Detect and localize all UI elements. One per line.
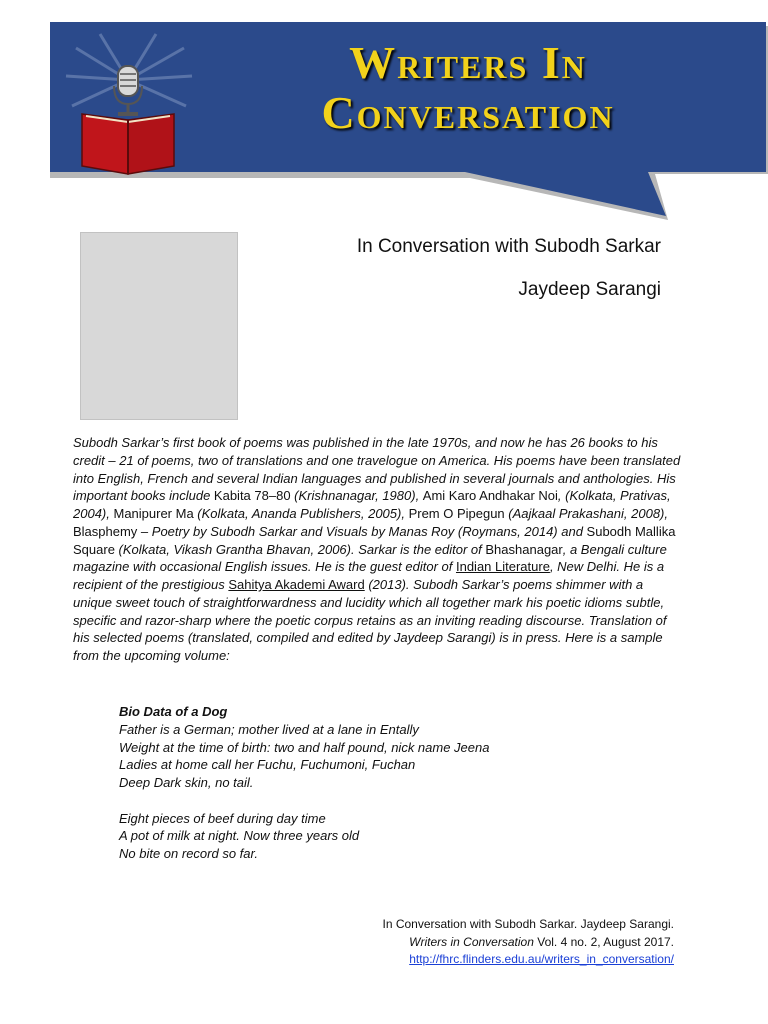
banner-title-line1: Writers In (349, 37, 587, 88)
book-title: Ami Karo Andhakar Noi (422, 488, 558, 504)
bio-paragraph (73, 434, 683, 665)
bio-text: Poetry by Subodh Sarkar and Visuals by Manas Roy (Roymans, 2014) and (148, 523, 587, 539)
bio-text: Subodh Sarkar’s first book of poems was published in the late 1970s, and now he has 26 books to his credit – 21 of poems, two of translations and one travelogue on America. His poems have been translated into English, French and several Indian languages and published in several journals and anthologies. His important books include (73, 435, 681, 504)
article-author: Jaydeep Sarangi (518, 279, 661, 300)
bio-text: , a Bengali culture magazine with occasional English issues. He is the guest editor of (73, 541, 667, 575)
journal-issue: Vol. 4 no. 2, August 2017. (533, 934, 674, 949)
book-title: Subodh Mallika Square (73, 523, 676, 557)
poem-line: No bite on record so far. (119, 846, 258, 861)
indian-literature-link[interactable]: Indian Literature (455, 559, 550, 575)
book-title: Kabita 78–80 (213, 488, 291, 504)
citation-footer (382, 916, 674, 969)
banner-title (258, 38, 678, 138)
banner-title-line2: Conversation (321, 87, 615, 138)
journal-url-link[interactable]: http://fhrc.flinders.edu.au/writers_in_conversation/ (409, 952, 674, 966)
bio-text: , (Kolkata, Prativas, 2004), (73, 488, 671, 521)
author-photo (80, 232, 238, 420)
sahitya-akademi-link[interactable]: Sahitya Akademi Award (228, 577, 365, 592)
stanza-break (119, 792, 679, 810)
magazine-title: Bhashanagar (485, 541, 563, 557)
journal-name: Writers in Conversation (409, 934, 534, 949)
poem-line: Weight at the time of birth: two and half pound, nick name Jeena (119, 739, 490, 755)
bio-text: (2013). Subodh Sarkar’s poems shimmer with a unique sweet touch of straightforwardness and lucidity which all together mark his poetic idioms subtle, specific and razor-sharp where the poetic corpus retains as an inviting reading discourse. Translation of his selected poems (translated, compiled and edited by Jaydeep Sarangi) is in press. Here is a sample from the upcoming volume: (73, 577, 667, 663)
poem-line: Deep Dark skin, no tail. (119, 775, 254, 790)
article-title: In Conversation with Subodh Sarkar (356, 236, 661, 257)
bio-text: (Aajkaal Prakashani, 2008), (504, 506, 668, 521)
poem (119, 703, 679, 863)
bio-text: (Krishnanagar, 1980), (290, 488, 423, 504)
poem-title: Bio Data of a Dog (119, 704, 228, 719)
poem-line: Father is a German; mother lived at a lane in Entally (119, 721, 419, 737)
bio-text: , New Delhi. He is a recipient of the prestigious (73, 559, 665, 592)
citation-journal-line (382, 934, 674, 952)
banner (0, 0, 768, 230)
book-title: Manipurer Ma (113, 506, 194, 521)
microphone-book-icon (56, 28, 206, 178)
bio-text: (Kolkata, Ananda Publishers, 2005), (193, 506, 409, 521)
poem-line: Ladies at home call her Fuchu, Fuchumoni, Fuchan (119, 757, 416, 773)
book-title: Blasphemy – (73, 523, 149, 539)
poem-line: A pot of milk at night. Now three years old (119, 828, 360, 844)
bio-text: (Kolkata, Vikash Grantha Bhavan, 2006). Sarkar is the editor of (114, 541, 486, 557)
poem-line: Eight pieces of beef during day time (119, 810, 326, 826)
book-title: Prem O Pipegun (408, 506, 505, 521)
citation-line: In Conversation with Subodh Sarkar. Jaydeep Sarangi. (382, 917, 674, 931)
